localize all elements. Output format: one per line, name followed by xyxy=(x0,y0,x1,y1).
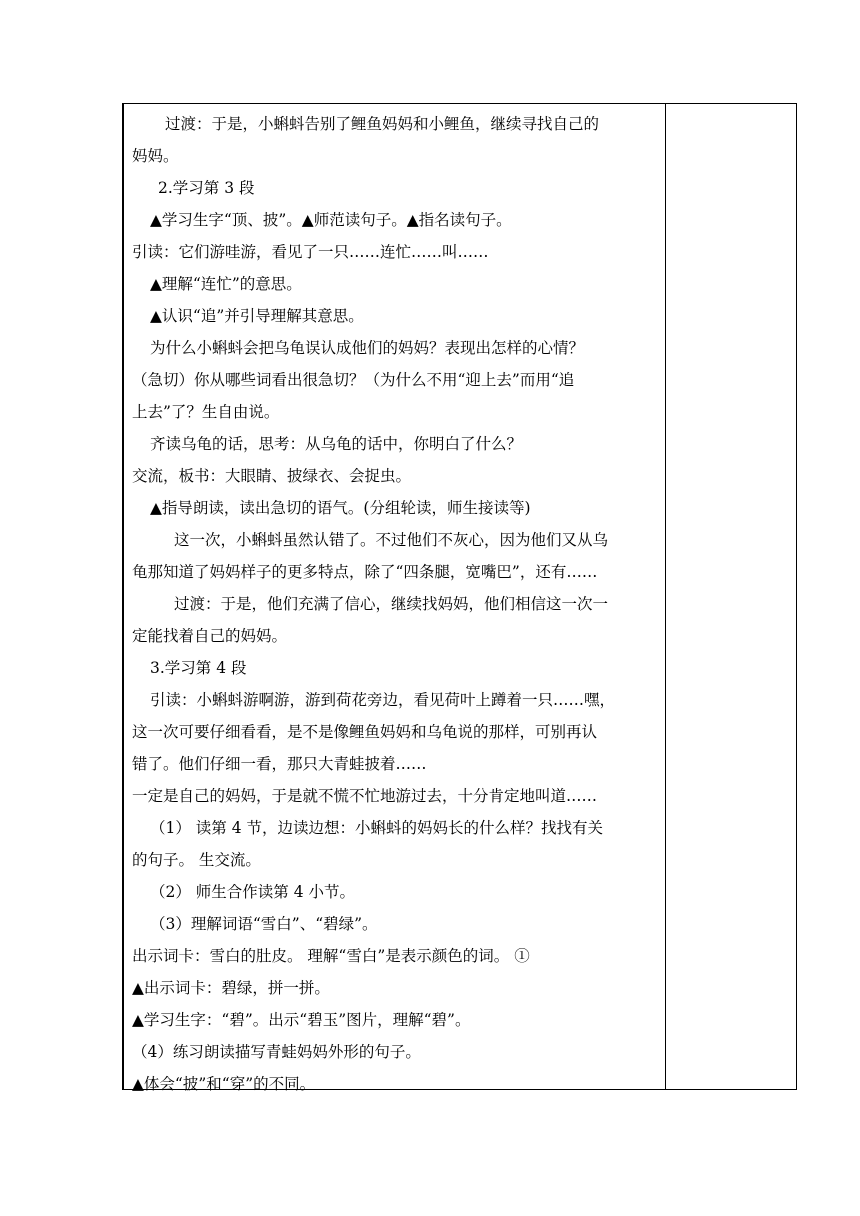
text-line: 过渡：于是，他们充满了信心，继续找妈妈，他们相信这一次一 xyxy=(174,595,609,613)
text-line: 引读：小蝌蚪游啊游，游到荷花旁边，看见荷叶上蹲着一只……嘿， xyxy=(150,691,616,709)
text-line: 为什么小蝌蚪会把乌龟误认成他们的妈妈？表现出怎样的心情？ xyxy=(150,339,585,357)
text-line: （1） 读第 4 节，边读边想：小蝌蚪的妈妈长的什么样？找找有关 xyxy=(150,819,604,837)
lesson-content-cell xyxy=(132,104,662,1093)
text-line: ▲学习生字：“碧”。出示“碧玉”图片，理解“碧”。 xyxy=(132,1011,471,1029)
text-line: 妈妈。 xyxy=(132,147,179,165)
lesson-table xyxy=(122,103,797,1093)
section-heading: 2.学习第 3 段 xyxy=(158,179,255,197)
text-line: 这一次可要仔细看看，是不是像鲤鱼妈妈和乌龟说的那样，可别再认 xyxy=(132,723,598,741)
text-line: 定能找着自己的妈妈。 xyxy=(132,627,288,645)
text-line: 龟那知道了妈妈样子的更多特点，除了“四条腿，宽嘴巴”，还有…… xyxy=(132,563,598,581)
text-line: （急切）你从哪些词看出很急切？（为什么不用“迎上去”而用“追 xyxy=(132,371,575,389)
text-line: ▲认识“追”并引导理解其意思。 xyxy=(150,307,364,325)
text-line: 这一次，小蝌蚪虽然认错了。不过他们不灰心，因为他们又从乌 xyxy=(174,531,609,549)
text-line: 出示词卡：雪白的肚皮。 理解“雪白”是表示颜色的词。 ① xyxy=(132,947,530,965)
text-line: ▲指导朗读，读出急切的语气。(分组轮读，师生接读等) xyxy=(150,499,531,517)
text-line: （4）练习朗读描写青蛙妈妈外形的句子。 xyxy=(132,1043,421,1061)
text-line: 齐读乌龟的话，思考：从乌龟的话中，你明白了什么？ xyxy=(150,435,523,453)
text-line: ▲学习生字“顶、披”。▲师范读句子。▲指名读句子。 xyxy=(150,211,512,229)
text-line: 一定是自己的妈妈，于是就不慌不忙地游过去，十分肯定地叫道…… xyxy=(132,787,598,805)
text-line: 过渡：于是，小蝌蚪告别了鲤鱼妈妈和小鲤鱼，继续寻找自己的 xyxy=(165,115,600,133)
text-line: ▲理解“连忙”的意思。 xyxy=(150,275,302,293)
text-line: （3）理解词语“雪白”、“碧绿”。 xyxy=(150,915,378,933)
text-line: 交流，板书：大眼睛、披绿衣、会捉虫。 xyxy=(132,467,412,485)
text-line: 上去”了？生自由说。 xyxy=(132,403,280,421)
text-line: 引读：它们游哇游，看见了一只……连忙……叫…… xyxy=(132,243,489,261)
notes-cell xyxy=(666,104,796,1089)
text-line: ▲出示词卡：碧绿，拼一拼。 xyxy=(132,979,330,997)
text-line: 错了。他们仔细一看，那只大青蛙披着…… xyxy=(132,755,427,773)
section-heading: 3.学习第 4 段 xyxy=(150,659,247,677)
text-line: ▲体会“披”和“穿”的不同。 xyxy=(132,1075,316,1093)
text-line: （2） 师生合作读第 4 小节。 xyxy=(150,883,356,901)
text-line: 的句子。 生交流。 xyxy=(132,851,261,869)
